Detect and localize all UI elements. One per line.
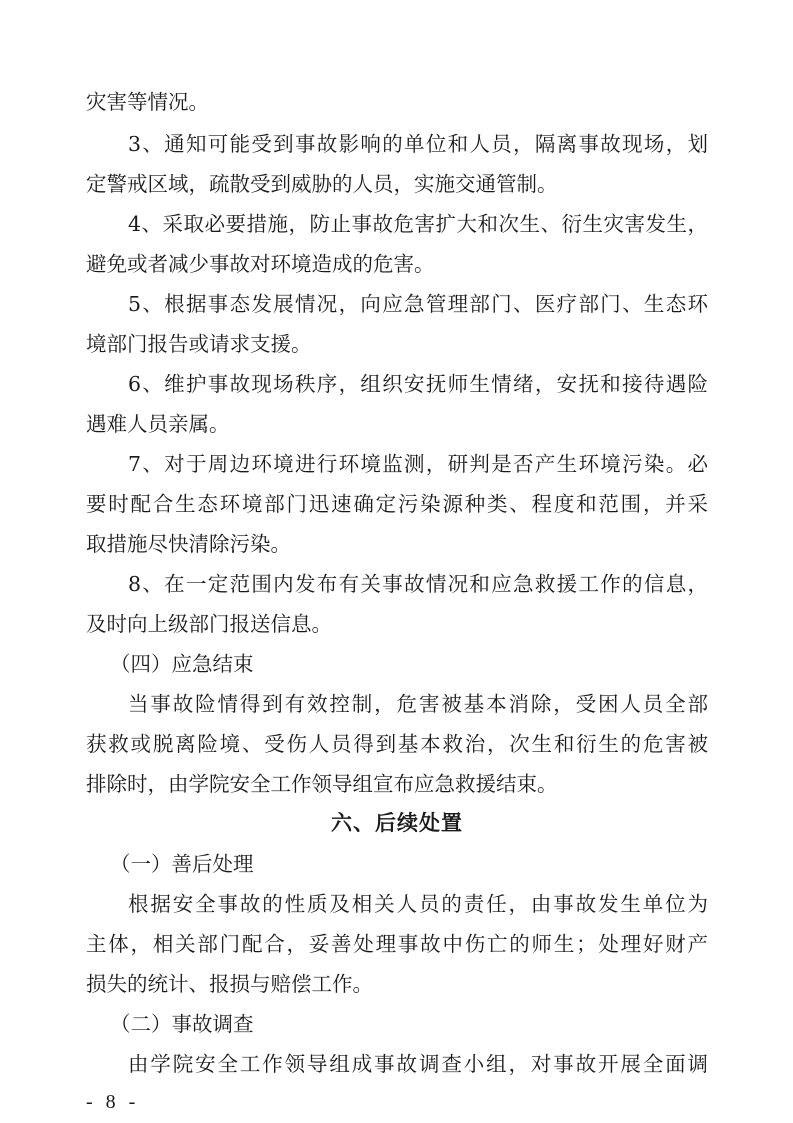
text-line: 7、对于周边环境进行环境监测，研判是否产生环境污染。必	[128, 452, 708, 476]
text-line: 遇难人员亲属。	[86, 412, 230, 436]
section-heading: 六、后续处置	[331, 811, 463, 835]
text-line: 8、在一定范围内发布有关事故情况和应急救援工作的信息，	[128, 572, 708, 596]
section-subheading: （一）善后处理	[110, 852, 254, 876]
text-line: 损失的统计、报损与赔偿工作。	[86, 972, 373, 996]
text-line: 根据安全事故的性质及相关人员的责任，由事故发生单位为	[128, 892, 708, 916]
text-line: 境部门报告或请求支援。	[86, 332, 312, 356]
text-line: 获救或脱离险境、受伤人员得到基本救治，次生和衍生的危害被	[86, 732, 708, 756]
text-line: 及时向上级部门报送信息。	[86, 612, 332, 636]
section-subheading: （二）事故调查	[110, 1012, 254, 1036]
text-line: 取措施尽快清除污染。	[86, 532, 291, 556]
text-line: 由学院安全工作领导组成事故调查小组，对事故开展全面调	[128, 1052, 708, 1076]
text-line: 主体，相关部门配合，妥善处理事故中伤亡的师生；处理好财产	[86, 932, 708, 956]
text-line: 要时配合生态环境部门迅速确定污染源种类、程度和范围，并采	[86, 492, 708, 516]
text-line: 4、采取必要措施，防止事故危害扩大和次生、衍生灾害发生，	[128, 212, 708, 236]
text-line: 灾害等情况。	[86, 90, 209, 114]
text-line: 定警戒区域，疏散受到威胁的人员，实施交通管制。	[86, 172, 558, 196]
text-line: 避免或者减少事故对环境造成的危害。	[86, 252, 435, 276]
page-number: - 8 -	[86, 1091, 140, 1113]
text-line: 5、根据事态发展情况，向应急管理部门、医疗部门、生态环	[128, 292, 708, 316]
text-line: 6、维护事故现场秩序，组织安抚师生情绪，安抚和接待遇险	[128, 372, 708, 396]
text-line: 当事故险情得到有效控制，危害被基本消除，受困人员全部	[128, 692, 708, 716]
text-line: 排除时，由学院安全工作领导组宣布应急救援结束。	[86, 772, 558, 796]
section-subheading: （四）应急结束	[110, 652, 254, 676]
text-line: 3、通知可能受到事故影响的单位和人员，隔离事故现场，划	[128, 132, 708, 156]
